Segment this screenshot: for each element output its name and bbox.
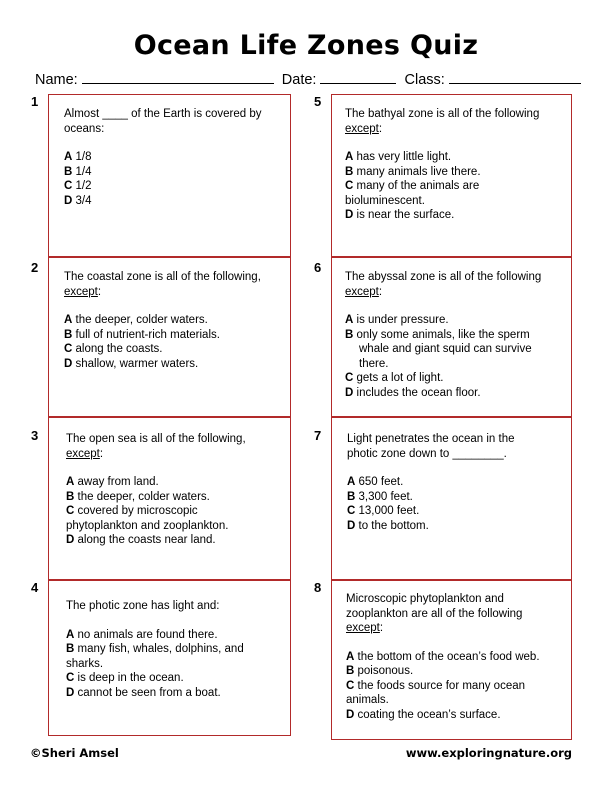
- option-b: B full of nutrient-rich materials.: [64, 328, 220, 341]
- question-number: 5: [314, 94, 322, 109]
- option-d: D cannot be seen from a boat.: [66, 686, 221, 699]
- website-link[interactable]: www.exploringnature.org: [405, 746, 572, 760]
- name-label: Name:: [35, 72, 78, 88]
- student-info-row: [35, 69, 585, 88]
- option-a: A 1/8: [64, 151, 92, 163]
- question-content: The abyssal zone is all of the following except: A is under pressure. B only some animals, like the sperm whale and giant squid can survive there. C gets a lot of light. D includes the ocean floor.: [345, 270, 565, 400]
- option-a: A the bottom of the ocean’s food web.: [346, 650, 540, 663]
- question-content: The photic zone has light and: A no animals are found there. B many fish, whales, dolphins, and sharks. C is deep in the ocean. D cannot be seen from a boat.: [66, 599, 281, 700]
- option-b: B poisonous.: [346, 665, 414, 677]
- option-d: D is near the surface.: [345, 209, 455, 221]
- question-number: 2: [31, 260, 39, 275]
- option-c: C 1/2: [64, 180, 92, 192]
- option-b: B many animals live there.: [345, 165, 481, 178]
- class-field[interactable]: [449, 69, 581, 84]
- option-b: B 3,300 feet.: [347, 490, 413, 503]
- question-number: 8: [314, 580, 322, 595]
- page-title: Ocean Life Zones Quiz: [133, 30, 479, 61]
- option-a: A no animals are found there.: [66, 628, 218, 641]
- question-number: 6: [314, 260, 322, 275]
- option-d: D along the coasts near land.: [66, 534, 216, 546]
- date-label: Date:: [281, 72, 317, 88]
- question-content: [64, 107, 279, 208]
- option-d: D includes the ocean floor.: [345, 386, 481, 399]
- question-number: 1: [31, 94, 39, 109]
- option-b: B many fish, whales, dolphins, and sharks.: [66, 643, 244, 670]
- option-c: C along the coasts.: [64, 343, 163, 355]
- option-a: A has very little light.: [345, 151, 452, 163]
- option-c: C covered by microscopic phytoplankton and zooplankton.: [66, 505, 229, 532]
- option-c: C the foods source for many ocean animals.: [346, 679, 526, 706]
- question-content: Microscopic phytoplankton and zooplankton are all of the following except: A the bottom of the ocean’s food web. B poisonous. C the foods source for many ocean animals. D coating the ocean’s surface.: [346, 592, 551, 722]
- option-a: A the deeper, colder waters.: [64, 314, 208, 326]
- question-content: The bathyal zone is all of the following except: A has very little light. B many animals live there. C many of the animals are bioluminescent. D is near the surface.: [345, 107, 565, 223]
- question-number: 7: [314, 428, 322, 443]
- option-b: B the deeper, colder waters.: [66, 490, 210, 503]
- question-content: The open sea is all of the following, except: A away from land. B the deeper, colder waters. C covered by microscopic phytoplankton and zooplankton. D along the coasts near land.: [66, 432, 281, 548]
- option-a: A 650 feet.: [347, 476, 404, 488]
- option-d: D shallow, warmer waters.: [64, 357, 199, 370]
- question-stem: Almost ____ of the Earth is covered by oceans:: [64, 108, 262, 135]
- option-d: D coating the ocean’s surface.: [346, 708, 501, 721]
- option-c: C is deep in the ocean.: [66, 672, 184, 684]
- date-field[interactable]: [320, 69, 396, 84]
- option-b: B only some animals, like the sperm whale and giant squid can survive there.: [345, 328, 532, 370]
- question-number: 3: [31, 428, 39, 443]
- option-c: C gets a lot of light.: [345, 372, 444, 384]
- option-c: C many of the animals are bioluminescent.: [345, 180, 480, 207]
- option-d: D to the bottom.: [347, 519, 429, 532]
- option-b: B 1/4: [64, 165, 92, 178]
- name-field[interactable]: [82, 69, 274, 84]
- option-d: D 3/4: [64, 194, 92, 207]
- copyright-text: ©Sheri Amsel: [30, 746, 119, 760]
- question-content: The coastal zone is all of the following, except: A the deeper, colder waters. B full of nutrient-rich materials. C along the coasts. D shallow, warmer waters.: [64, 270, 279, 371]
- class-label: Class:: [404, 72, 445, 88]
- question-number: 4: [31, 580, 39, 595]
- option-c: C 13,000 feet.: [347, 505, 420, 517]
- option-a: A away from land.: [66, 476, 159, 488]
- question-content: Light penetrates the ocean in the photic zone down to ________. A 650 feet. B 3,300 feet. C 13,000 feet. D to the bottom.: [347, 432, 547, 533]
- option-a: A is under pressure.: [345, 314, 449, 326]
